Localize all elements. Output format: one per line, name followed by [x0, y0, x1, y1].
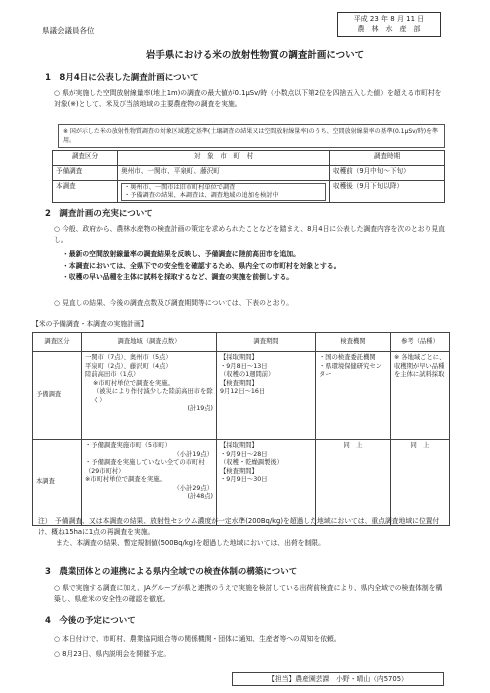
area-line: 一関市（7点）、奥州市（5点） — [85, 354, 172, 361]
period-line: 【検査期間】 — [220, 379, 258, 387]
area-line: ・予備調査実施市町（5市町） — [85, 442, 171, 449]
revision-list — [62, 249, 442, 284]
table-footnote — [38, 516, 448, 549]
table2-cell-ref: 同 上 — [391, 440, 450, 526]
table-row — [33, 440, 450, 526]
table-row — [53, 181, 445, 203]
target-area-table — [52, 150, 445, 203]
lab-line: ・国の検査委託機関 — [319, 354, 376, 361]
issue-date: 平成 23 年 8 月 11 日 — [353, 15, 425, 23]
table2-cell-period — [217, 352, 316, 440]
table1-cell-target — [118, 181, 330, 203]
table2-header-area: 調査地域（調査点数） — [82, 333, 217, 352]
table2-cell-area — [82, 352, 217, 440]
lab-line: ・県環境保健研究センター — [319, 362, 382, 378]
section2-paragraph: ○ 今般、政府から、農林水産物の検査計画の策定を求められたことなどを踏まえ、8月4日に公表した調査内容を次のとおり見直し。 — [54, 225, 445, 244]
table2-cell-kind: 本調査 — [33, 440, 82, 526]
period-line: ・9月8日～13日 — [220, 362, 268, 370]
revision-item: ・最新の空間放射線量率の調査結果を反映し、予備調査に陸前高田市を追加。 — [62, 250, 300, 258]
footnote-line: 注） 予備調査、又は本調査の結果、放射性セシウム濃度が一定水準(200Bq/kg)を超過した地域においては、重点調査地域に位置付け、概ね15haに1点の再調査を実施。 — [38, 517, 440, 536]
table-row — [53, 166, 445, 181]
area-line: （小計19点） — [173, 450, 213, 458]
area-total: (計48点) — [187, 493, 213, 500]
period-line: （収穫・乾燥調製後） — [220, 459, 283, 466]
period-line: 9月12日～16日 — [220, 388, 266, 395]
table1-cell-kind: 予備調査 — [53, 166, 118, 181]
schedule-list — [54, 632, 446, 662]
footnote-line: また、本調査の結果、暫定規制値(500Bq/kg)を超過した地域においては、出荷を制限。 — [56, 539, 325, 547]
schedule-item: ○ 8月23日、県内説明会を開催予定。 — [54, 650, 171, 658]
section1-paragraph: ○ 県が実施した空間放射線量率(地上1m)の調査の最大値が0.1μSv/時（小数点以下第2位を四捨五入した値）を超える市町村を対象(※)として、米及び当該地域の主要農産物の調査を実施。 — [54, 89, 442, 108]
area-subnote: ※市町村単位で調査を実施。 — [93, 379, 174, 387]
table2-cell-area — [82, 440, 217, 526]
area-total: (計19点) — [187, 405, 213, 412]
revision-item: ・本調査においては、全県下での安全性を確認するため、県内全ての市町村を対象とする。 — [62, 261, 341, 270]
area-line: （小計29点） — [173, 484, 213, 492]
target-note-line: ・奥州市、一関市は旧市町村単位で調査 — [124, 184, 236, 191]
area-line: ※市町村単位で調査を実施。 — [85, 476, 166, 483]
table2-header-kind: 調査区分 — [33, 333, 82, 352]
table1-header-target: 対 象 市 町 村 — [118, 151, 330, 166]
revision-item: ・収穫の早い品種を主体に試料を採取するなど、調査の実施を前倒しする。 — [62, 273, 294, 281]
section4-heading: 4 今後の予定について — [45, 616, 136, 626]
table2-cell-lab — [316, 352, 391, 440]
section3-paragraph: ○ 県で実施する調査に加え、JAグループが県と連携のうえで実施を検討している出荷前検査により、県内全域での検査体制を構築し、県産米の安全性の確認を徹底。 — [54, 584, 443, 603]
period-line: （収穫の1週間前） — [220, 371, 275, 378]
section2-paragraph2: ○ 見直しの結果、今後の調査点数及び調査期間等については、下表のとおり。 — [54, 299, 294, 307]
table1-header-kind: 調査区分 — [53, 151, 118, 166]
table2-cell-kind: 予備調査 — [33, 352, 82, 440]
table2-header-lab: 検査機関 — [316, 333, 391, 352]
target-note-line: ・予備調査の結果、本調査は、調査地域の追加を検討中 — [124, 192, 279, 199]
table1-cell-target: 奥州市、一関市、平泉町、藤沢町 — [118, 166, 330, 181]
section1-heading: 1 8月4日に公表した調査計画について — [45, 73, 199, 83]
schedule-item: ○ 本日付けで、市町村、農業協同組合等の関係機関・団体に通知、生産者等への周知を依頼。 — [54, 635, 341, 643]
table2-header-ref: 参考（品種） — [391, 333, 450, 352]
inspection-plan-table — [32, 332, 450, 526]
table1-cell-timing: 収穫前（9月中旬～下旬） — [330, 166, 445, 181]
document-title: 岩手県における米の放射性物質の調査計画について — [145, 50, 365, 61]
period-line: ・9月9日～30日 — [220, 476, 268, 483]
area-subnote: （被災により作付減少した陸前高田市を除く） — [93, 388, 213, 404]
issuing-department: 農 林 水 産 部 — [357, 25, 421, 33]
addressee: 県議会議員各位 — [42, 26, 95, 35]
area-line: 陸前高田市（1点） — [85, 371, 140, 378]
plan-table-title: 【米の予備調査・本調査の実施計画】 — [32, 320, 148, 328]
date-box — [337, 12, 441, 37]
table2-cell-ref: ※ 各地域ごとに、収穫期が早い品種を主体に試料採取 — [391, 352, 450, 440]
table1-cell-timing: 収穫後（9月下旬以降） — [330, 181, 445, 203]
period-line: ・9月9日～28日 — [220, 450, 268, 458]
contact-box: 【担当】農産園芸課 小野・晴山（内5705） — [232, 672, 444, 686]
table1-header-timing: 調査時期 — [330, 151, 445, 166]
table2-cell-period — [217, 440, 316, 526]
table-row — [33, 352, 450, 440]
period-line: 【検査期間】 — [220, 467, 258, 475]
period-line: 【採取期間】 — [220, 442, 258, 449]
period-line: 【採取期間】 — [220, 354, 258, 361]
table2-header-period: 調査期間 — [217, 333, 316, 352]
section2-heading: 2 調査計画の充実について — [45, 209, 153, 219]
table2-cell-lab: 同 上 — [316, 440, 391, 526]
target-note-box — [121, 183, 326, 201]
table1-cell-kind: 本調査 — [53, 181, 118, 203]
section1-note: ※ 国が示した米の放射性物質調査の対象区域選定基準(土壌調査の結果又は空間放射線量率)のうち、空間放射線量率の基準(0.1μSv/時)を準用。 — [58, 124, 445, 148]
area-line: 平泉町（2点）、藤沢町（4点） — [85, 362, 172, 370]
section3-heading: 3 農業団体との連携による県内全域での検査体制の構築について — [45, 567, 298, 577]
area-line: ・予備調査を実施していない全ての市町村（29市町村） — [85, 459, 205, 475]
